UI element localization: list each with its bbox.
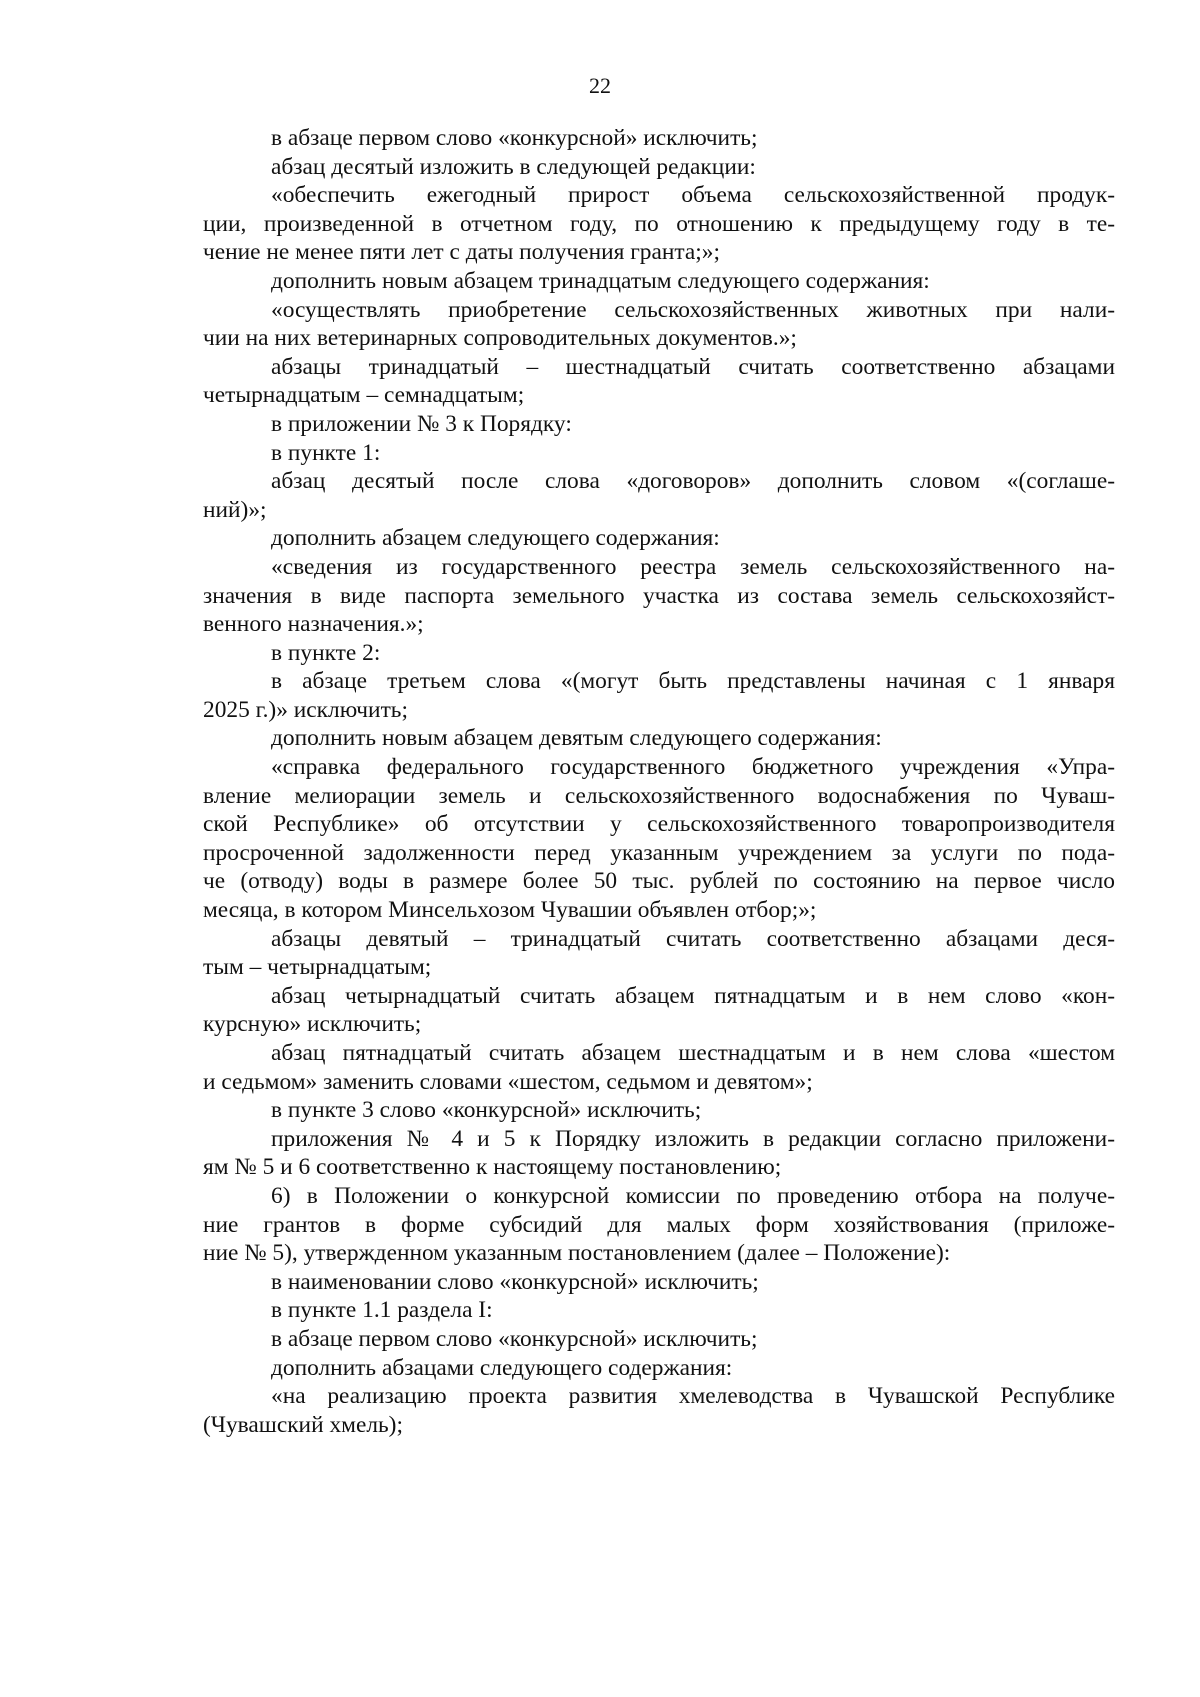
paragraph: [203, 724, 1115, 753]
paragraph-line: «на реализацию проекта развития хмелеводства в Чувашской Республике: [271, 1383, 1115, 1410]
paragraph-line: абзацы девятый – тринадцатый считать соответственно абзацами деся-: [271, 925, 1115, 952]
paragraph-line: абзац пятнадцатый считать абзацем шестнадцатым и в нем слова «шестом: [271, 1040, 1115, 1066]
paragraph-line: 2025 г.)» исключить;: [203, 696, 408, 723]
paragraph: [203, 267, 1115, 296]
paragraph-line: венного назначения.»;: [203, 611, 424, 638]
paragraph: [203, 1354, 1115, 1383]
paragraph-line: чии на них ветеринарных сопроводительных документов.»;: [203, 325, 797, 352]
paragraph-line: и седьмом» заменить словами «шестом, седьмом и девятом»;: [203, 1068, 813, 1095]
paragraph-line: ской Республике» об отсутствии у сельскохозяйственного товаропроизводителя: [203, 811, 1115, 838]
paragraph-line: в пункте 1.1 раздела I:: [271, 1297, 493, 1324]
paragraph-line: ние № 5), утвержденном указанным постановлением (далее – Положение):: [203, 1240, 951, 1267]
paragraph: [203, 296, 1115, 353]
paragraph: [203, 439, 1115, 468]
paragraph: [203, 1325, 1115, 1354]
paragraph-line: в абзаце третьем слова «(могут быть представлены начиная с 1 января: [271, 668, 1115, 695]
paragraph-line: абзац четырнадцатый считать абзацем пятнадцатым и в нем слово «кон-: [271, 982, 1115, 1009]
paragraph-line: в пункте 3 слово «конкурсной» исключить;: [271, 1097, 702, 1124]
paragraph-line: просроченной задолженности перед указанным учреждением за услуги по пода-: [203, 839, 1115, 866]
paragraph-line: «обеспечить ежегодный прирост объема сельскохозяйственной продук-: [271, 182, 1115, 209]
paragraph-line: «сведения из государственного реестра земель сельскохозяйственного на-: [271, 553, 1115, 580]
paragraph-line: четырнадцатым – семнадцатым;: [203, 382, 525, 409]
paragraph: [203, 982, 1115, 1039]
document-body: [203, 124, 1115, 1439]
paragraph-line: (Чувашский хмель);: [203, 1411, 403, 1438]
paragraph: [203, 925, 1115, 982]
paragraph-line: 6) в Положении о конкурсной комиссии по проведению отбора на получе-: [271, 1182, 1115, 1209]
paragraph-line: в абзаце первом слово «конкурсной» исключить;: [271, 1325, 758, 1352]
paragraph-line: месяца, в котором Минсельхозом Чувашии объявлен отбор;»;: [203, 897, 817, 924]
paragraph: [203, 1125, 1115, 1182]
paragraph-line: ний)»;: [203, 496, 267, 523]
paragraph-line: в пункте 2:: [271, 639, 381, 666]
paragraph-line: приложения № 4 и 5 к Порядку изложить в редакции согласно приложени-: [271, 1125, 1115, 1152]
paragraph: [203, 1268, 1115, 1297]
paragraph: [203, 753, 1115, 925]
paragraph-line: дополнить абзацами следующего содержания:: [271, 1354, 733, 1381]
paragraph: [203, 181, 1115, 267]
paragraph-line: че (отводу) воды в размере более 50 тыс. рублей по состоянию на первое число: [203, 868, 1115, 895]
paragraph: [203, 1382, 1115, 1439]
paragraph-line: вление мелиорации земель и сельскохозяйственного водоснабжения по Чуваш-: [203, 782, 1115, 809]
paragraph: [203, 553, 1115, 639]
paragraph-line: чение не менее пяти лет с даты получения гранта;»;: [203, 239, 720, 266]
paragraph: [203, 124, 1115, 153]
page-number: 22: [589, 73, 611, 98]
paragraph: [203, 1296, 1115, 1325]
paragraph: [203, 153, 1115, 182]
paragraph-line: значения в виде паспорта земельного участка из состава земель сельскохозяйст-: [203, 582, 1115, 609]
paragraph-line: абзац десятый после слова «договоров» дополнить словом «(соглаше-: [271, 468, 1115, 495]
paragraph-line: в приложении № 3 к Порядку:: [271, 410, 572, 437]
paragraph: [203, 1039, 1115, 1096]
paragraph-line: ям № 5 и 6 соответственно к настоящему постановлению;: [203, 1154, 782, 1181]
paragraph-line: курсную» исключить;: [203, 1011, 422, 1038]
paragraph: [203, 410, 1115, 439]
paragraph-line: в наименовании слово «конкурсной» исключить;: [271, 1268, 759, 1295]
paragraph: [203, 524, 1115, 553]
paragraph: [203, 1182, 1115, 1268]
paragraph-line: дополнить абзацем следующего содержания:: [271, 525, 720, 552]
paragraph: [203, 639, 1115, 668]
paragraph: [203, 1096, 1115, 1125]
paragraph-line: «справка федерального государственного бюджетного учреждения «Упра-: [271, 754, 1115, 781]
paragraph-line: ции, произведенной в отчетном году, по отношению к предыдущему году в те-: [203, 210, 1115, 237]
paragraph-line: «осуществлять приобретение сельскохозяйственных животных при нали-: [271, 296, 1115, 323]
paragraph-line: тым – четырнадцатым;: [203, 954, 432, 981]
paragraph-line: абзацы тринадцатый – шестнадцатый считать соответственно абзацами: [271, 353, 1115, 380]
paragraph-line: ние грантов в форме субсидий для малых форм хозяйствования (приложе-: [203, 1211, 1115, 1238]
paragraph: [203, 467, 1115, 524]
paragraph-line: дополнить новым абзацем тринадцатым следующего содержания:: [271, 267, 930, 294]
paragraph: [203, 667, 1115, 724]
paragraph-line: в абзаце первом слово «конкурсной» исключить;: [271, 125, 758, 151]
paragraph-line: абзац десятый изложить в следующей редакции:: [271, 153, 756, 180]
paragraph: [203, 353, 1115, 410]
paragraph-line: в пункте 1:: [271, 439, 381, 466]
paragraph-line: дополнить новым абзацем девятым следующего содержания:: [271, 725, 882, 752]
